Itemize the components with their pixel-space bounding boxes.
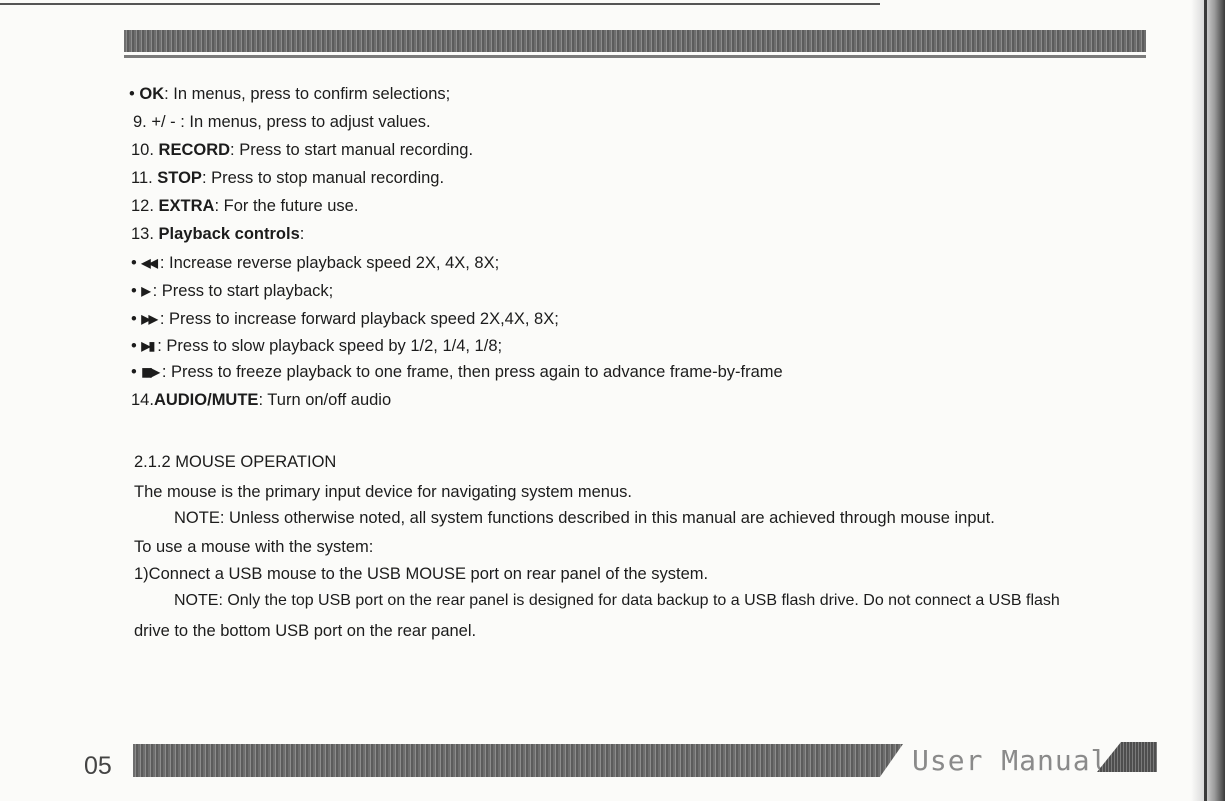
line-record: 10. RECORD: Press to start manual recording.: [131, 141, 474, 159]
header-bar: [124, 30, 1146, 52]
frame-advance-icon: ▮▮▶: [141, 365, 158, 379]
page-edge-line: [1204, 0, 1207, 801]
section-heading: 2.1.2 MOUSE OPERATION: [134, 453, 337, 471]
playback-item-rewind: • ◀◀ : Increase reverse playback speed 2X, 4X, 8X;: [131, 254, 500, 272]
body-paragraph: To use a mouse with the system:: [134, 538, 374, 556]
slow-play-icon: ▶▮: [141, 339, 154, 353]
body-paragraph: drive to the bottom USB port on the rear panel.: [134, 622, 477, 640]
fast-forward-icon: ▶▶: [141, 312, 156, 326]
footer-title: User Manual: [912, 744, 1109, 777]
footer-bar: [133, 744, 903, 777]
line-playback-controls: 13. Playback controls:: [131, 225, 305, 243]
line-adjust: 9. +/ - : In menus, press to adjust values.: [133, 113, 431, 131]
playback-item-frame: • ▮▮▶ : Press to freeze playback to one frame, then press again to advance frame-by-frame: [131, 363, 783, 381]
page-edge-shadow: [1191, 0, 1225, 801]
playback-item-slow: • ▶▮ : Press to slow playback speed by 1/2, 1/4, 1/8;: [131, 337, 503, 355]
playback-item-fast-forward: • ▶▶ : Press to increase forward playback speed 2X,4X, 8X;: [131, 310, 559, 328]
line-audio-mute: 14.AUDIO/MUTE: Turn on/off audio: [131, 391, 392, 409]
line-stop: 11. STOP: Press to stop manual recording.: [131, 169, 445, 187]
body-note: NOTE: Only the top USB port on the rear panel is designed for data backup to a USB flash drive. Do not connect a USB flash: [174, 592, 1060, 609]
top-scan-rule: [0, 3, 880, 5]
line-ok: • OK: In menus, press to confirm selections;: [129, 85, 451, 103]
play-icon: ▶: [141, 284, 149, 298]
line-extra: 12. EXTRA: For the future use.: [131, 197, 359, 215]
body-step: 1)Connect a USB mouse to the USB MOUSE port on rear panel of the system.: [134, 565, 709, 583]
playback-item-play: • ▶ : Press to start playback;: [131, 282, 334, 300]
body-paragraph: The mouse is the primary input device for navigating system menus.: [134, 483, 632, 501]
body-note: NOTE: Unless otherwise noted, all system functions described in this manual are achieved through mouse input.: [174, 509, 995, 527]
rewind-icon: ◀◀: [141, 256, 156, 270]
page-number: 05: [84, 752, 112, 780]
